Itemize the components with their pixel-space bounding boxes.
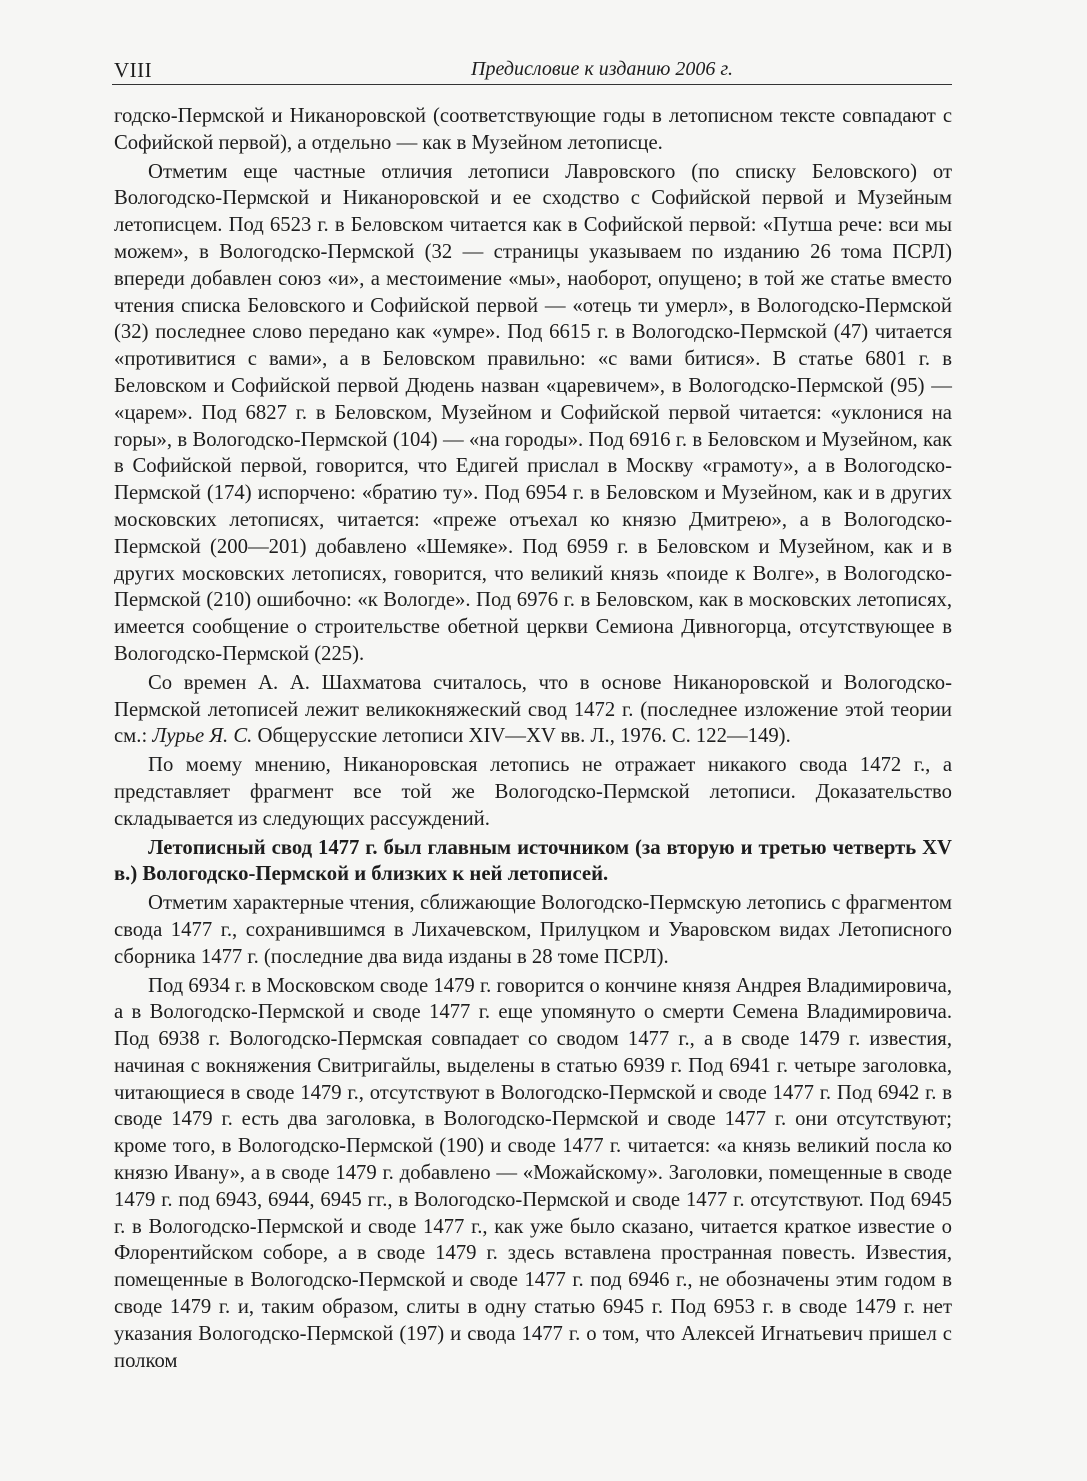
citation-author: Лурье Я. С. xyxy=(152,725,253,748)
paragraph-continuation: годско-Пермской и Никаноровской (соответствующие годы в летописном тексте совпадают с Софийской первой), а отдельно — как в Музейном летописце. xyxy=(114,105,952,154)
body-text xyxy=(114,103,952,1376)
running-header xyxy=(112,56,952,85)
paragraph: По моему мнению, Никаноровская летопись не отражает никакого свода 1472 г., а представляет фрагмент все той же Вологодско-Пермской летописи. Доказательство складывается из следующих рассуждений. xyxy=(114,754,952,830)
paragraph: Отметим характерные чтения, сближающие Вологодско-Пермскую летопись с фрагментом свода 1477 г., сохранившимся в Лихачевском, Прилуцком и Уваровском видах Летописного сборника 1477 г. (последние два вида изданы в 28 томе ПСРЛ). xyxy=(114,892,952,968)
paragraph-with-citation xyxy=(114,670,952,750)
citation-tail: Общерусские летописи XIV—XV вв. Л., 1976. С. 122—149). xyxy=(252,725,791,748)
paragraph: Под 6934 г. в Московском своде 1479 г. говорится о кончине князя Андрея Владимировича, а в Вологодско-Пермской и своде 1477 г. еще упомянуто о смерти Семена Владимировича. Под 6938 г. Вологодско-Пермская совпадает со сводом 1477 г., а в своде 1479 г. известия, начиная с вокняжения Свитригайлы, выделены в статью 6939 г. Под 6941 г. четыре заголовка, читающиеся в своде 1479 г., отсутствуют в Вологодско-Пермской и своде 1477 г. Под 6942 г. в своде 1479 г. есть два заголовка, в Вологодско-Пермской и своде 1477 г. они отсутствуют; кроме того, в Вологодско-Пермской (190) и своде 1477 г. читается: «а князь великий посла ко князю Ивану», а в своде 1479 г. добавлено — «Можайскому». Заголовки, помещенные в своде 1479 г. под 6943, 6944, 6945 гг., в Вологодско-Пермской и своде 1477 г. отсутствуют. Под 6945 г. в Вологодско-Пермской и своде 1477 г., как уже было сказано, читается краткое известие о Флорентийском соборе, а в своде 1479 г. здесь вставлена пространная повесть. Известия, помещенные в Вологодско-Пермской и своде 1477 г. под 6946 г., не обозначены этим годом в своде 1479 г. и, таким образом, слиты в одну статью 6945 г. Под 6953 г. в своде 1479 г. нет указания Вологодско-Пермской (197) и свода 1477 г. о том, что Алексей Игнатьевич пришел с полком xyxy=(114,974,952,1372)
paragraph: Отметим еще частные отличия летописи Лавровского (по списку Беловского) от Вологодско-Пермской и Никаноровской и ее сходство с Софийской первой и Музейным летописцем. Под 6523 г. в Беловском читается как в Софийской первой: «Путша рече: вси мы можем», в Вологодско-Пермской (32 — страницы указываем по изданию 26 тома ПСРЛ) впереди добавлен союз «и», а местоимение «мы», наоборот, опущено; в той же статье вместо чтения списка Беловского и Софийской первой — «отець ти умерл», в Вологодско-Пермской (32) последнее слово передано как «умре». Под 6615 г. в Вологодско-Пермской (47) читается «противитися с вами», а в Беловском правильно: «с вами битися». В статье 6801 г. в Беловском и Софийской первой Дюдень назван «царевичем», в Вологодско-Пермской (95) — «царем». Под 6827 г. в Беловском, Музейном и Софийской первой читается: «уклонися на горы», в Вологодско-Пермской (104) — «на городы». Под 6916 г. в Беловском и Музейном, как в Софийской первой, говорится, что Едигей прислал в Москву «грамоту», а в Вологодско-Пермской (174) испорчено: «братию ту». Под 6954 г. в Беловском и Музейном, как и в других московских летописях, читается: «преже отъехал ко князю Дмитрею», а в Вологодско-Пермской (200—201) добавлено «Шемяке». Под 6959 г. в Беловском и Музейном, как и в других московских летописях, говорится, что великий князь «поиде к Волге», в Вологодско-Пермской (210) ошибочно: «к Вологде». Под 6976 г. в Беловском, как в московских летописях, имеется сообщение о строительстве обетной церкви Семиона Дивногорца, отсутствующее в Вологодско-Пермской (225). xyxy=(114,160,952,665)
thesis-heading: Летописный свод 1477 г. был главным источником (за вторую и третью четверть XV в.) Вологодско-Пермской и близких к ней летописей. xyxy=(114,836,952,886)
running-title: Предисловие к изданию 2006 г. xyxy=(471,58,733,80)
citation-lead: Со времен А. А. Шахматова считалось, что в основе Никаноровской и Вологодско-Пермской летописей лежит великокняжеский свод 1472 г. (последнее изложение этой теории см.: xyxy=(114,671,952,748)
page-number: VIII xyxy=(114,58,153,82)
